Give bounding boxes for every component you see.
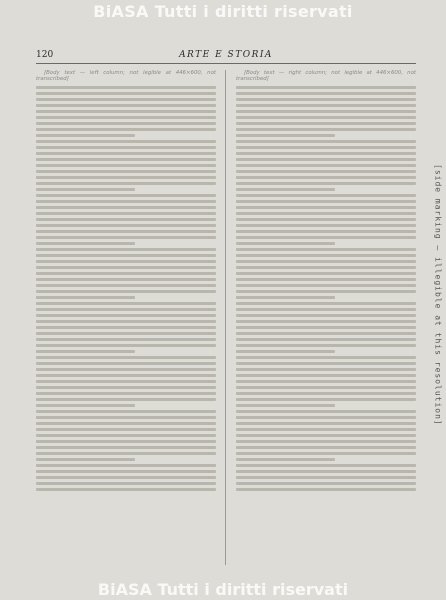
text-line-placeholder xyxy=(236,86,416,89)
text-line-placeholder xyxy=(36,128,216,131)
text-line-placeholder xyxy=(36,248,216,251)
text-line-placeholder xyxy=(236,218,416,221)
text-line-placeholder xyxy=(36,284,216,287)
text-line-placeholder xyxy=(36,488,216,491)
text-line-placeholder xyxy=(236,380,416,383)
text-line-placeholder xyxy=(236,326,416,329)
text-line-placeholder xyxy=(36,152,216,155)
text-line-placeholder xyxy=(236,224,416,227)
text-line-placeholder xyxy=(236,434,416,437)
text-line-placeholder xyxy=(236,230,416,233)
text-line-placeholder xyxy=(236,464,416,467)
text-line-placeholder xyxy=(36,230,216,233)
text-line-placeholder xyxy=(36,176,216,179)
text-line-placeholder xyxy=(36,170,216,173)
text-line-placeholder xyxy=(36,236,216,239)
text-lines-right xyxy=(236,86,416,491)
page-number: 120 xyxy=(36,50,54,60)
text-line-placeholder xyxy=(36,212,216,215)
text-line-placeholder xyxy=(36,386,216,389)
text-line-placeholder xyxy=(236,128,416,131)
text-line-placeholder xyxy=(36,470,216,473)
text-line-placeholder xyxy=(36,464,216,467)
text-line-placeholder xyxy=(236,260,416,263)
watermark-top: BiASA Tutti i diritti riservati xyxy=(93,1,353,21)
text-line-placeholder xyxy=(236,116,416,119)
text-line-placeholder xyxy=(36,338,216,341)
side-marking xyxy=(432,60,444,530)
text-line-placeholder xyxy=(236,440,416,443)
text-line-placeholder xyxy=(236,308,416,311)
text-line-placeholder xyxy=(236,290,416,293)
text-line-placeholder xyxy=(36,380,216,383)
text-line-placeholder xyxy=(236,302,416,305)
text-line-placeholder xyxy=(36,344,216,347)
text-line-placeholder xyxy=(36,332,216,335)
text-line-placeholder xyxy=(36,218,216,221)
text-line-placeholder xyxy=(36,92,216,95)
text-line-placeholder xyxy=(36,146,216,149)
text-line-placeholder xyxy=(236,470,416,473)
text-line-placeholder xyxy=(236,488,416,491)
text-column-right xyxy=(236,70,416,565)
text-line-placeholder xyxy=(236,338,416,341)
text-line-placeholder xyxy=(236,446,416,449)
text-line-placeholder xyxy=(236,278,416,281)
column-separator xyxy=(225,70,226,565)
text-line-placeholder xyxy=(36,356,216,359)
text-line-placeholder xyxy=(236,368,416,371)
text-line-placeholder xyxy=(36,452,216,455)
text-line-placeholder xyxy=(236,350,335,353)
text-line-placeholder xyxy=(236,320,416,323)
text-line-placeholder xyxy=(36,200,216,203)
text-line-placeholder xyxy=(236,356,416,359)
running-title: ARTE E STORIA xyxy=(179,50,273,60)
text-line-placeholder xyxy=(36,254,216,257)
text-line-placeholder xyxy=(36,296,135,299)
text-line-placeholder xyxy=(236,152,416,155)
text-lines-left xyxy=(36,86,216,491)
text-line-placeholder xyxy=(236,458,335,461)
text-line-placeholder xyxy=(36,86,216,89)
text-line-placeholder xyxy=(236,134,335,137)
text-line-placeholder xyxy=(236,194,416,197)
text-line-placeholder xyxy=(36,140,216,143)
text-line-placeholder xyxy=(36,416,216,419)
text-line-placeholder xyxy=(236,242,335,245)
text-line-placeholder xyxy=(236,296,335,299)
text-line-placeholder xyxy=(36,374,216,377)
text-line-placeholder xyxy=(36,98,216,101)
text-line-placeholder xyxy=(236,476,416,479)
text-line-placeholder xyxy=(236,212,416,215)
text-line-placeholder xyxy=(36,260,216,263)
text-line-placeholder xyxy=(236,410,416,413)
text-line-placeholder xyxy=(236,428,416,431)
text-line-placeholder xyxy=(236,170,416,173)
text-line-placeholder xyxy=(36,314,216,317)
text-line-placeholder xyxy=(236,422,416,425)
text-line-placeholder xyxy=(36,410,216,413)
text-line-placeholder xyxy=(236,164,416,167)
text-line-placeholder xyxy=(236,182,416,185)
text-line-placeholder xyxy=(236,104,416,107)
text-line-placeholder xyxy=(36,290,216,293)
text-line-placeholder xyxy=(36,398,216,401)
text-line-placeholder xyxy=(36,404,135,407)
text-line-placeholder xyxy=(236,206,416,209)
text-line-placeholder xyxy=(236,236,416,239)
text-line-placeholder xyxy=(36,482,216,485)
text-line-placeholder xyxy=(36,446,216,449)
text-line-placeholder xyxy=(236,284,416,287)
text-line-placeholder xyxy=(236,200,416,203)
text-line-placeholder xyxy=(236,272,416,275)
text-line-placeholder xyxy=(36,368,216,371)
text-line-placeholder xyxy=(36,206,216,209)
text-line-placeholder xyxy=(36,182,216,185)
text-line-placeholder xyxy=(36,122,216,125)
text-line-placeholder xyxy=(36,428,216,431)
watermark-bottom: BiASA Tutti i diritti riservati xyxy=(97,579,349,599)
text-line-placeholder xyxy=(236,314,416,317)
text-line-placeholder xyxy=(236,362,416,365)
text-line-placeholder xyxy=(236,122,416,125)
text-line-placeholder xyxy=(236,398,416,401)
text-line-placeholder xyxy=(36,308,216,311)
text-line-placeholder xyxy=(36,440,216,443)
text-line-placeholder xyxy=(36,272,216,275)
text-line-placeholder xyxy=(236,416,416,419)
text-column-left xyxy=(36,70,216,565)
text-line-placeholder xyxy=(36,266,216,269)
side-marking-text: [side marking — illegible at this resolution] xyxy=(433,164,443,426)
text-line-placeholder xyxy=(236,146,416,149)
text-line-placeholder xyxy=(36,242,135,245)
text-line-placeholder xyxy=(236,92,416,95)
text-line-placeholder xyxy=(36,302,216,305)
text-line-placeholder xyxy=(236,452,416,455)
text-line-placeholder xyxy=(36,362,216,365)
text-line-placeholder xyxy=(36,278,216,281)
text-line-placeholder xyxy=(236,140,416,143)
text-line-placeholder xyxy=(36,326,216,329)
text-line-placeholder xyxy=(236,188,335,191)
text-line-placeholder xyxy=(236,482,416,485)
text-line-placeholder xyxy=(36,134,135,137)
text-line-placeholder xyxy=(236,158,416,161)
text-line-placeholder xyxy=(236,374,416,377)
text-line-placeholder xyxy=(236,110,416,113)
text-line-placeholder xyxy=(36,158,216,161)
text-line-placeholder xyxy=(36,422,216,425)
page-header xyxy=(36,50,416,64)
text-line-placeholder xyxy=(236,332,416,335)
text-line-placeholder xyxy=(236,248,416,251)
text-line-placeholder xyxy=(236,266,416,269)
text-line-placeholder xyxy=(236,392,416,395)
header-rule xyxy=(36,63,416,64)
text-line-placeholder xyxy=(36,224,216,227)
text-line-placeholder xyxy=(36,110,216,113)
text-line-placeholder xyxy=(236,344,416,347)
text-line-placeholder xyxy=(36,104,216,107)
text-line-placeholder xyxy=(236,386,416,389)
text-line-placeholder xyxy=(36,350,135,353)
text-line-placeholder xyxy=(236,98,416,101)
text-line-placeholder xyxy=(36,476,216,479)
text-line-placeholder xyxy=(36,434,216,437)
column-left-placeholder: [Body text — left column; not legible at 446×600, not transcribed] xyxy=(36,70,216,83)
text-line-placeholder xyxy=(36,194,216,197)
text-line-placeholder xyxy=(36,458,135,461)
text-line-placeholder xyxy=(36,392,216,395)
text-line-placeholder xyxy=(236,254,416,257)
column-right-placeholder: [Body text — right column; not legible at 446×600, not transcribed] xyxy=(236,70,416,83)
text-line-placeholder xyxy=(36,320,216,323)
text-line-placeholder xyxy=(36,164,216,167)
text-line-placeholder xyxy=(36,188,135,191)
text-line-placeholder xyxy=(36,116,216,119)
text-line-placeholder xyxy=(236,404,335,407)
text-line-placeholder xyxy=(236,176,416,179)
